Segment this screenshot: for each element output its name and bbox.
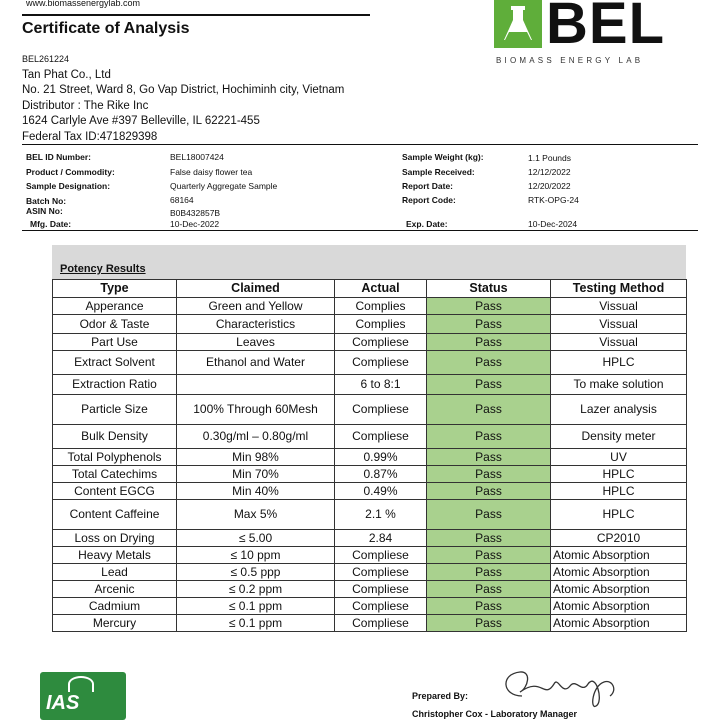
row-claimed-cell: ≤ 0.2 ppm — [177, 581, 335, 598]
bel-id-label: BEL ID Number: — [26, 152, 92, 162]
row-type-cell: Loss on Drying — [53, 530, 177, 547]
table-row — [53, 351, 687, 375]
distributor: Distributor : The Rike Inc — [22, 99, 149, 112]
batch-label: Batch No: — [26, 196, 67, 206]
row-type-cell: Apperance — [53, 298, 177, 315]
report-code-label: Report Code: — [402, 195, 456, 205]
row-status-cell: Pass — [427, 375, 551, 395]
row-method-cell: Atomic Absorption — [551, 615, 687, 632]
row-type-cell: Lead — [53, 564, 177, 581]
row-status-cell: Pass — [427, 334, 551, 351]
exp-label: Exp. Date: — [406, 219, 448, 229]
mfg-value: 10-Dec-2022 — [170, 219, 220, 229]
column-header: Status — [427, 280, 551, 298]
row-method-cell: HPLC — [551, 483, 687, 500]
table-row — [53, 615, 687, 632]
ias-accreditation-logo — [40, 672, 126, 720]
row-claimed-cell: 100% Through 60Mesh — [177, 395, 335, 425]
exp-value: 10-Dec-2024 — [528, 219, 578, 229]
row-actual-cell: Complies — [335, 315, 427, 334]
row-actual-cell: 0.87% — [335, 466, 427, 483]
row-claimed-cell: ≤ 0.5 ppp — [177, 564, 335, 581]
row-actual-cell: Complies — [335, 298, 427, 315]
bel-id-value: BEL18007424 — [170, 152, 224, 162]
row-actual-cell: Compliese — [335, 334, 427, 351]
row-status-cell: Pass — [427, 395, 551, 425]
row-claimed-cell: Ethanol and Water — [177, 351, 335, 375]
column-header: Type — [53, 280, 177, 298]
logo-text: BEL — [546, 0, 665, 56]
table-row — [53, 483, 687, 500]
row-method-cell: Atomic Absorption — [551, 547, 687, 564]
received-label: Sample Received: — [402, 167, 475, 177]
row-type-cell: Content EGCG — [53, 483, 177, 500]
row-claimed-cell: 0.30g/ml – 0.80g/ml — [177, 425, 335, 449]
table-row — [53, 298, 687, 315]
row-claimed-cell — [177, 375, 335, 395]
signer-name: Christopher Cox - Laboratory Manager — [412, 709, 578, 719]
weight-value: 1.1 Pounds — [528, 153, 572, 163]
row-claimed-cell: Min 70% — [177, 466, 335, 483]
row-actual-cell: 2.84 — [335, 530, 427, 547]
row-actual-cell: Compliese — [335, 425, 427, 449]
row-claimed-cell: Green and Yellow — [177, 298, 335, 315]
column-header: Actual — [335, 280, 427, 298]
row-status-cell: Pass — [427, 500, 551, 530]
row-status-cell: Pass — [427, 466, 551, 483]
table-header-row — [53, 280, 687, 298]
weight-label: Sample Weight (kg): — [402, 152, 484, 162]
row-claimed-cell: Min 40% — [177, 483, 335, 500]
row-status-cell: Pass — [427, 315, 551, 334]
row-actual-cell: Compliese — [335, 547, 427, 564]
row-type-cell: Part Use — [53, 334, 177, 351]
row-type-cell: Extract Solvent — [53, 351, 177, 375]
row-claimed-cell: ≤ 0.1 ppm — [177, 598, 335, 615]
row-claimed-cell: Leaves — [177, 334, 335, 351]
asin-value: B0B432857B — [170, 208, 221, 218]
row-type-cell: Cadmium — [53, 598, 177, 615]
row-status-cell: Pass — [427, 449, 551, 466]
row-status-cell: Pass — [427, 351, 551, 375]
row-status-cell: Pass — [427, 483, 551, 500]
report-date-label: Report Date: — [402, 181, 454, 191]
distributor-address: 1624 Carlyle Ave #397 Belleville, IL 62221-455 — [22, 115, 260, 127]
row-actual-cell: 2.1 % — [335, 500, 427, 530]
potency-panel — [52, 245, 686, 279]
title-rule — [22, 14, 370, 16]
table-row — [53, 466, 687, 483]
company-name: Tan Phat Co., Ltd — [22, 68, 111, 81]
row-type-cell: Mercury — [53, 615, 177, 632]
designation-value: Quarterly Aggregate Sample — [170, 181, 278, 191]
row-actual-cell: Compliese — [335, 395, 427, 425]
row-claimed-cell: Characteristics — [177, 315, 335, 334]
signature — [492, 666, 642, 712]
row-status-cell: Pass — [427, 530, 551, 547]
bel-logo — [494, 0, 674, 70]
row-method-cell: HPLC — [551, 500, 687, 530]
table-row — [53, 425, 687, 449]
sample-info — [22, 144, 698, 231]
address-block — [22, 52, 344, 145]
potency-title: Potency Results — [60, 263, 146, 275]
globe-icon — [68, 676, 94, 692]
row-actual-cell: Compliese — [335, 615, 427, 632]
row-method-cell: To make solution — [551, 375, 687, 395]
table-row — [53, 375, 687, 395]
row-type-cell: Heavy Metals — [53, 547, 177, 564]
page-title: Certificate of Analysis — [22, 20, 190, 37]
product-label: Product / Commodity: — [26, 167, 115, 177]
row-method-cell: HPLC — [551, 466, 687, 483]
table-row — [53, 500, 687, 530]
row-type-cell: Total Polyphenols — [53, 449, 177, 466]
row-actual-cell: 0.49% — [335, 483, 427, 500]
table-row — [53, 530, 687, 547]
row-method-cell: Vissual — [551, 315, 687, 334]
row-claimed-cell: ≤ 10 ppm — [177, 547, 335, 564]
row-claimed-cell: Max 5% — [177, 500, 335, 530]
potency-table — [52, 279, 687, 632]
table-row — [53, 581, 687, 598]
row-actual-cell: Compliese — [335, 581, 427, 598]
batch-value: 68164 — [170, 195, 194, 205]
product-value: False daisy flower tea — [170, 167, 253, 177]
report-code-value: RTK-OPG-24 — [528, 195, 579, 205]
row-type-cell: Odor & Taste — [53, 315, 177, 334]
row-actual-cell: 6 to 8:1 — [335, 375, 427, 395]
asin-label: ASIN No: — [26, 206, 63, 216]
row-method-cell: UV — [551, 449, 687, 466]
report-date-value: 12/20/2022 — [528, 181, 571, 191]
designation-label: Sample Designation: — [26, 181, 111, 191]
table-row — [53, 315, 687, 334]
row-claimed-cell: ≤ 0.1 ppm — [177, 615, 335, 632]
flask-icon — [494, 0, 542, 48]
row-method-cell: Vissual — [551, 334, 687, 351]
row-status-cell: Pass — [427, 547, 551, 564]
row-method-cell: Density meter — [551, 425, 687, 449]
table-row — [53, 547, 687, 564]
row-status-cell: Pass — [427, 581, 551, 598]
row-status-cell: Pass — [427, 598, 551, 615]
row-method-cell: Atomic Absorption — [551, 564, 687, 581]
row-method-cell: Vissual — [551, 298, 687, 315]
column-header: Claimed — [177, 280, 335, 298]
row-status-cell: Pass — [427, 425, 551, 449]
row-method-cell: Lazer analysis — [551, 395, 687, 425]
tax-id: Federal Tax ID:471829398 — [22, 130, 158, 143]
table-row — [53, 449, 687, 466]
row-type-cell: Extraction Ratio — [53, 375, 177, 395]
table-row — [53, 395, 687, 425]
received-value: 12/12/2022 — [528, 167, 571, 177]
logo-subtitle: BIOMASS ENERGY LAB — [496, 56, 644, 65]
row-type-cell: Particle Size — [53, 395, 177, 425]
prepared-by-label: Prepared By: — [412, 691, 469, 701]
street-address: No. 21 Street, Ward 8, Go Vap District, Hochiminh city, Vietnam — [22, 84, 345, 96]
column-header: Testing Method — [551, 280, 687, 298]
row-type-cell: Total Catechims — [53, 466, 177, 483]
ias-logo-text: IAS — [46, 692, 80, 714]
row-actual-cell: 0.99% — [335, 449, 427, 466]
table-row — [53, 564, 687, 581]
website-url: www.biomassenergylab.com — [26, 0, 141, 8]
row-actual-cell: Compliese — [335, 564, 427, 581]
row-type-cell: Arcenic — [53, 581, 177, 598]
row-method-cell: CP2010 — [551, 530, 687, 547]
row-method-cell: HPLC — [551, 351, 687, 375]
address-code: BEL261224 — [22, 54, 70, 64]
row-type-cell: Bulk Density — [53, 425, 177, 449]
row-method-cell: Atomic Absorption — [551, 598, 687, 615]
row-actual-cell: Compliese — [335, 351, 427, 375]
mfg-label: Mfg. Date: — [30, 219, 72, 229]
table-row — [53, 334, 687, 351]
row-actual-cell: Compliese — [335, 598, 427, 615]
row-status-cell: Pass — [427, 564, 551, 581]
row-status-cell: Pass — [427, 615, 551, 632]
row-type-cell: Content Caffeine — [53, 500, 177, 530]
row-status-cell: Pass — [427, 298, 551, 315]
table-row — [53, 598, 687, 615]
row-claimed-cell: Min 98% — [177, 449, 335, 466]
row-method-cell: Atomic Absorption — [551, 581, 687, 598]
row-claimed-cell: ≤ 5.00 — [177, 530, 335, 547]
